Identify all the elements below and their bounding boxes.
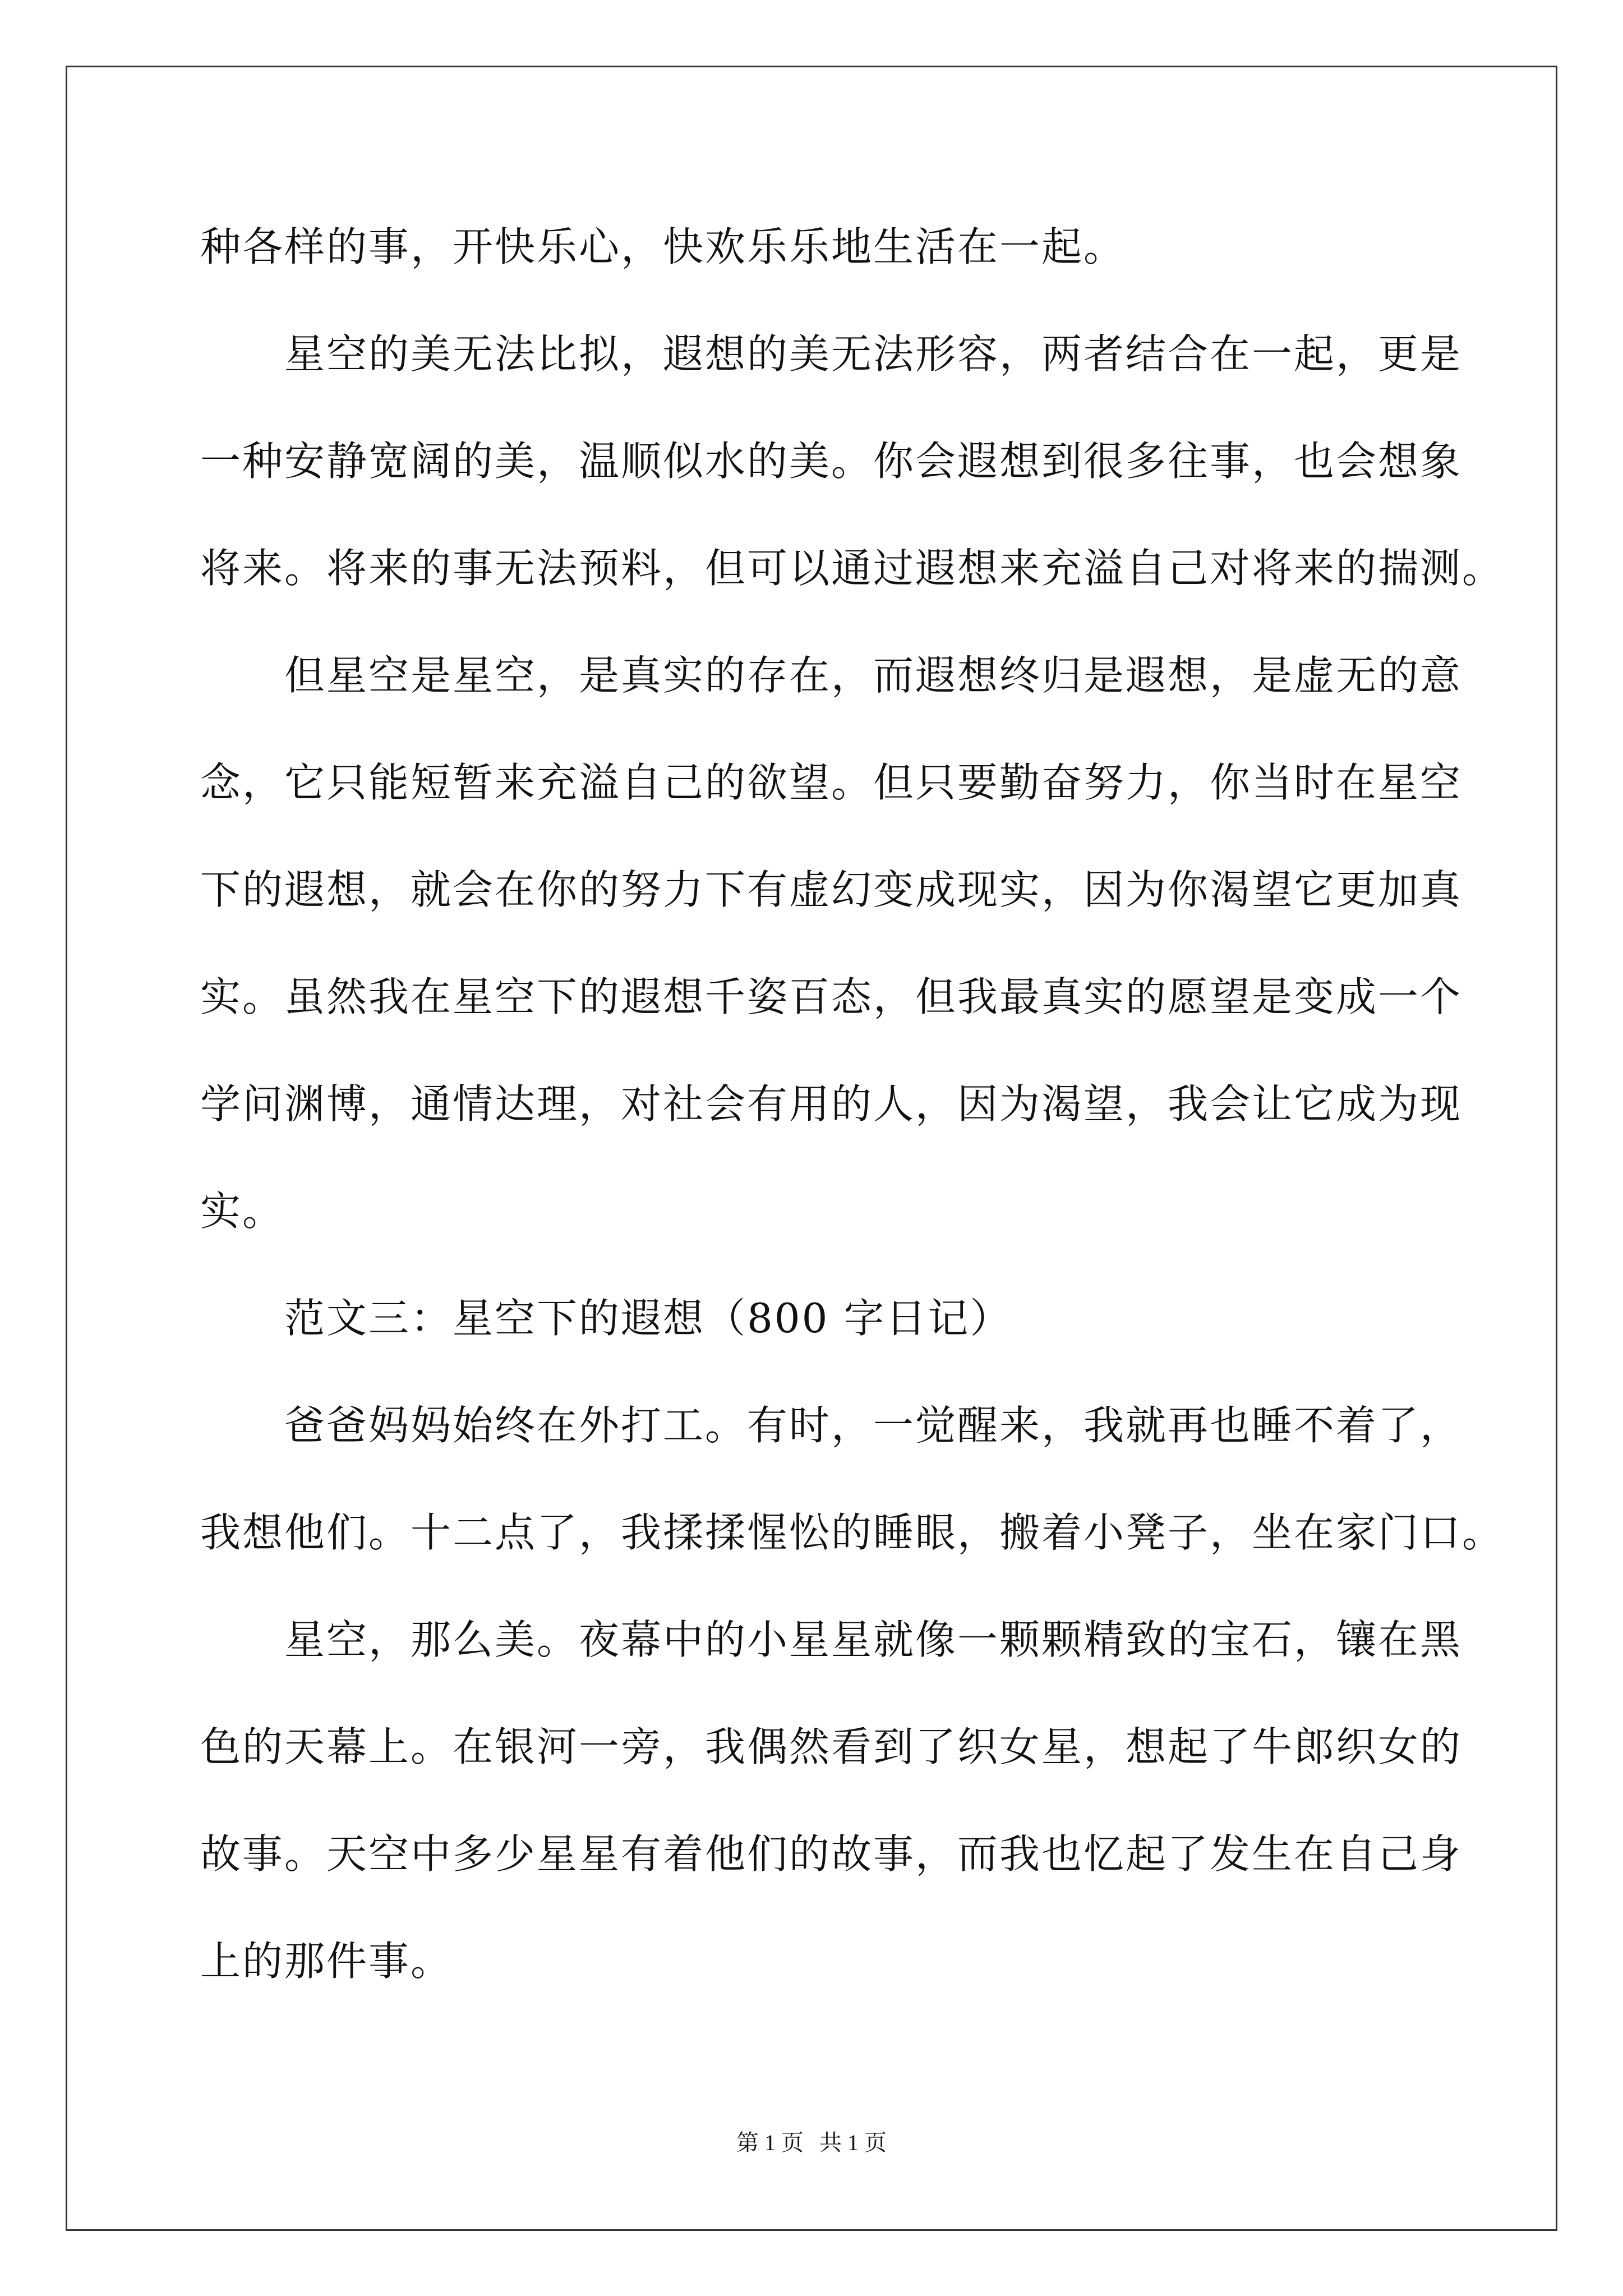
text-line: 念，它只能短暂来充溢自己的欲望。但只要勤奋努力，你当时在星空 bbox=[200, 759, 1463, 806]
text-line: 下的遐想，就会在你的努力下有虚幻变成现实，因为你渴望它更加真 bbox=[200, 866, 1463, 913]
text-line: 爸爸妈妈始终在外打工。有时，一觉醒来，我就再也睡不着了， bbox=[284, 1402, 1463, 1449]
text-line: 实。 bbox=[200, 1188, 285, 1235]
page-number: 第 1 页 bbox=[736, 2130, 804, 2155]
text-line: 色的天幕上。在银河一旁，我偶然看到了织女星，想起了牛郎织女的 bbox=[200, 1723, 1463, 1770]
text-line: 学问渊博，通情达理，对社会有用的人，因为渴望，我会让它成为现 bbox=[200, 1080, 1463, 1128]
section-heading: 范文三：星空下的遐想（800 字日记） bbox=[284, 1295, 1012, 1342]
text-line: 星空的美无法比拟，遐想的美无法形容，两者结合在一起，更是 bbox=[284, 330, 1463, 378]
text-line: 故事。天空中多少星星有着他们的故事，而我也忆起了发生在自己身 bbox=[200, 1830, 1463, 1878]
page-footer bbox=[0, 2126, 1623, 2160]
page-border bbox=[66, 66, 1557, 2231]
text-line: 星空，那么美。夜幕中的小星星就像一颗颗精致的宝石，镶在黑 bbox=[284, 1616, 1463, 1663]
text-line: 但星空是星空，是真实的存在，而遐想终归是遐想，是虚无的意 bbox=[284, 652, 1463, 699]
text-line: 一种安静宽阔的美，温顺似水的美。你会遐想到很多往事，也会想象 bbox=[200, 438, 1463, 485]
text-line: 种各样的事，开快乐心，快欢乐乐地生活在一起。 bbox=[200, 223, 1126, 270]
text-line: 实。虽然我在星空下的遐想千姿百态，但我最真实的愿望是变成一个 bbox=[200, 973, 1463, 1020]
text-line: 我想他们。十二点了，我揉揉惺忪的睡眼，搬着小凳子，坐在家门口。 bbox=[200, 1509, 1505, 1556]
text-line: 上的那件事。 bbox=[200, 1938, 453, 1985]
page-total: 共 1 页 bbox=[819, 2130, 887, 2155]
text-line: 将来。将来的事无法预料，但可以通过遐想来充溢自己对将来的揣测。 bbox=[200, 545, 1505, 592]
